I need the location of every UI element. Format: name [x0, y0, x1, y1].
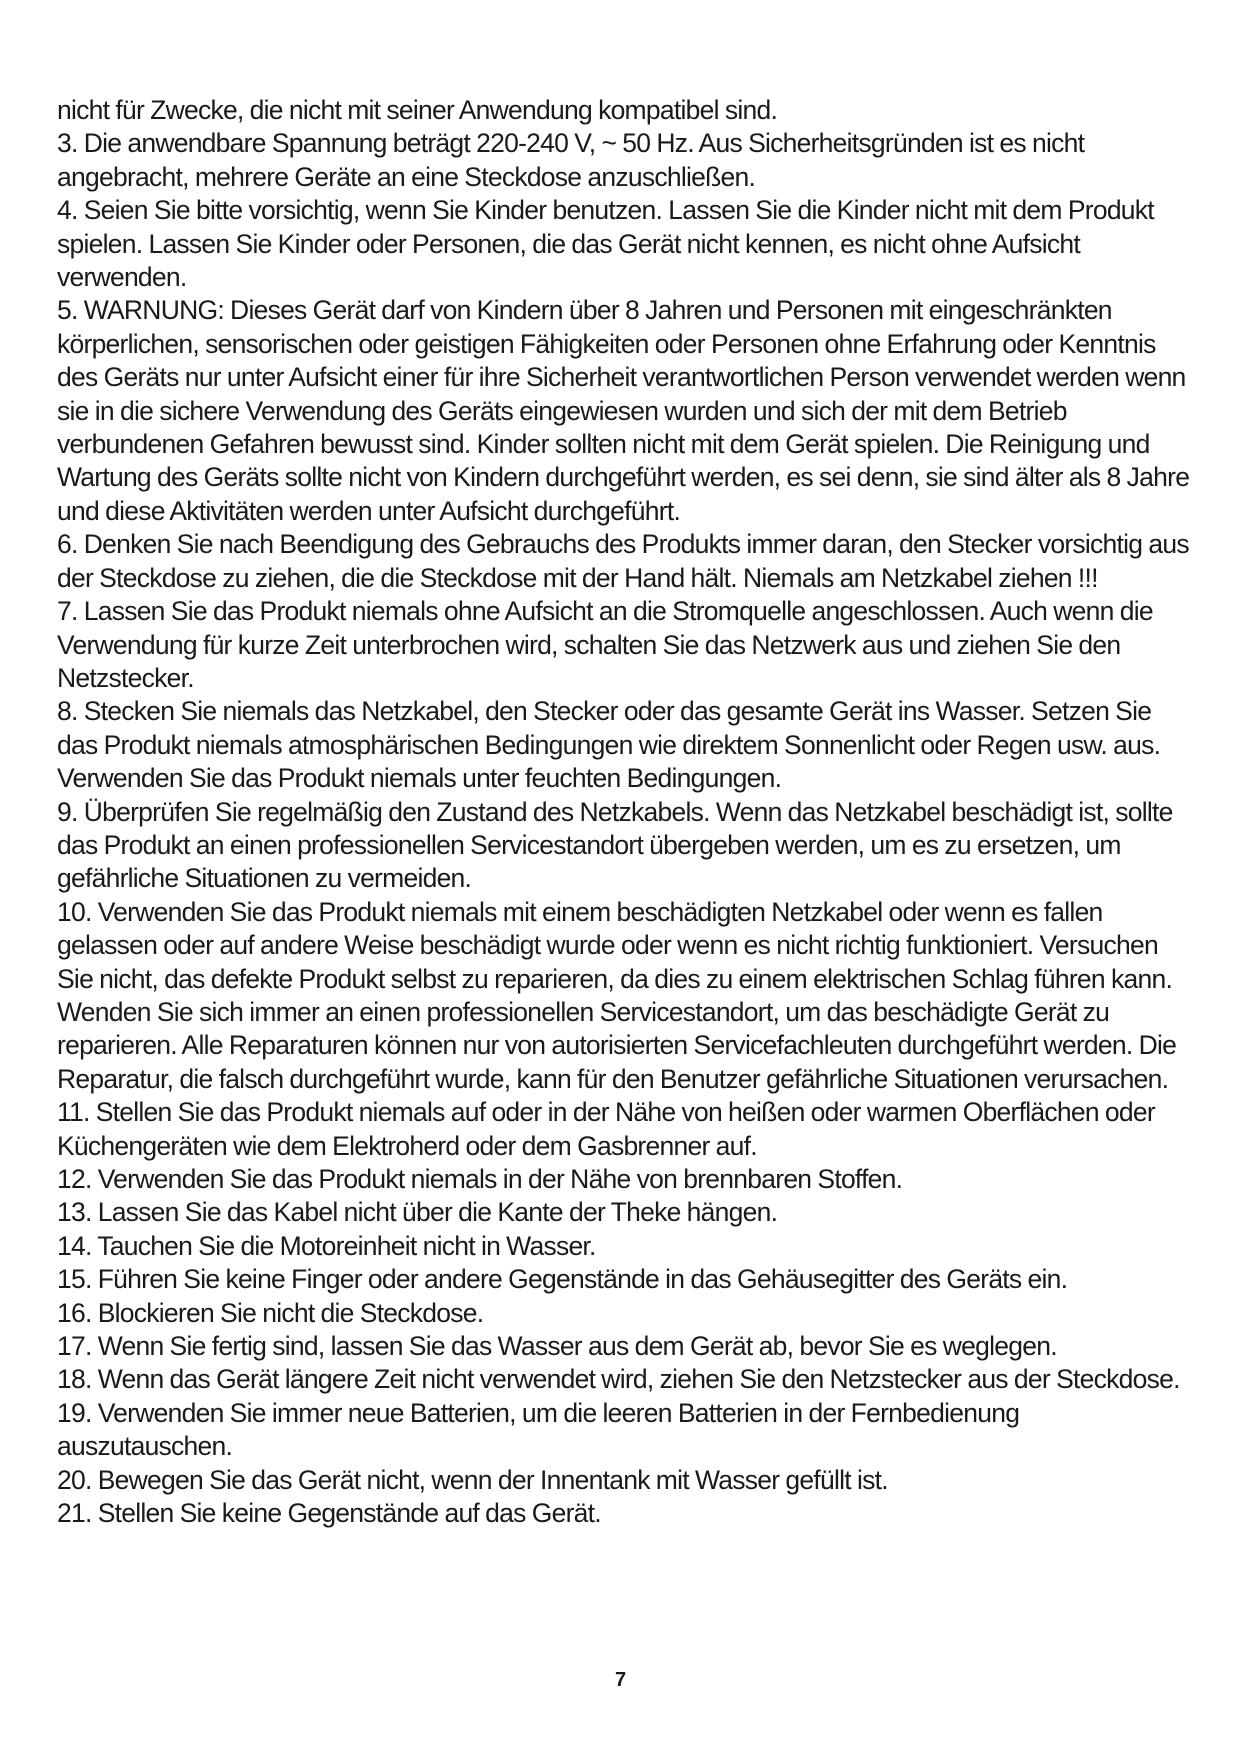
instruction-14: 14. Tauchen Sie die Motoreinheit nicht in Wasser. [57, 1230, 596, 1261]
instruction-21: 21. Stellen Sie keine Gegenstände auf das Gerät. [57, 1498, 601, 1529]
instruction-18: 18. Wenn das Gerät längere Zeit nicht verwendet wird, ziehen Sie den Netzstecker aus der Steckdose. [57, 1364, 1180, 1395]
instruction-11: 11. Stellen Sie das Produkt niemals auf oder in der Nähe von heißen oder warmen Oberflächen oder Küchengeräten wie dem Elektroherd oder dem Gasbrenner auf. [57, 1097, 1155, 1161]
instruction-6: 6. Denken Sie nach Beendigung des Gebrauchs des Produkts immer daran, den Stecker vorsichtig aus der Steckdose zu ziehen, die die Steckdose mit der Hand hält. Niemals am Netzkabel ziehen !!! [57, 529, 1189, 593]
paragraph-continuation: nicht für Zwecke, die nicht mit seiner Anwendung kompatibel sind. [57, 95, 778, 125]
instruction-7: 7. Lassen Sie das Produkt niemals ohne Aufsicht an die Stromquelle angeschlossen. Auch wenn die Verwendung für kurze Zeit unterbrochen wird, schalten Sie das Netzwerk aus und ziehen Sie den Netzstecker. [57, 596, 1153, 693]
instruction-3: 3. Die anwendbare Spannung beträgt 220-240 V, ~ 50 Hz. Aus Sicherheitsgründen ist es nicht angebracht, mehrere Geräte an eine Steckdose anzuschließen. [57, 128, 1085, 192]
instruction-19: 19. Verwenden Sie immer neue Batterien, um die leeren Batterien in der Fernbedienung auszutauschen. [57, 1397, 1020, 1462]
instruction-10: 10. Verwenden Sie das Produkt niemals mit einem beschädigten Netzkabel oder wenn es fallen gelassen oder auf andere Weise beschädigt wurde oder wenn es nicht richtig funktioniert. Versuchen Sie nicht, das defekte Produkt selbst zu reparieren, da dies zu einem elektrischen Schlag führen kann. Wenden Sie sich immer an einen professionellen Servicestandort, um das beschädigte Gerät zu reparieren. Alle Reparaturen können nur von autorisierten Servicefachleuten durchgeführt werden. Die Reparatur, die falsch durchgeführt wurde, kann für den Benutzer gefährliche Situationen verursachen. [57, 896, 1177, 1094]
instruction-5-warning: 5. WARNUNG: Dieses Gerät darf von Kindern über 8 Jahren und Personen mit eingeschränkten körperlichen, sensorischen oder geistigen Fähigkeiten oder Personen ohne Erfahrung oder Kenntnis des Geräts nur unter Aufsicht einer für ihre Sicherheit verantwortlichen Person verwendet werden wenn sie in die sichere Verwendung des Geräts eingewiesen wurden und sich der mit dem Betrieb verbundenen Gefahren bewusst sind. Kinder sollten nicht mit dem Gerät spielen. Die Reinigung und Wartung des Geräts sollte nicht von Kindern durchgeführt werden, es sei denn, sie sind älter als 8 Jahre und diese Aktivitäten werden unter Aufsicht durchgeführt. [57, 295, 1190, 526]
instruction-16: 16. Blockieren Sie nicht die Steckdose. [57, 1297, 484, 1328]
page-number: 7 [614, 1669, 627, 1691]
instruction-12: 12. Verwenden Sie das Produkt niemals in der Nähe von brennbaren Stoffen. [57, 1164, 903, 1194]
instruction-13: 13. Lassen Sie das Kabel nicht über die Kante der Theke hängen. [57, 1197, 778, 1228]
safety-instructions-text [57, 94, 1197, 1530]
instruction-9: 9. Überprüfen Sie regelmäßig den Zustand des Netzkabels. Wenn das Netzkabel beschädigt ist, sollte das Produkt an einen professionellen Servicestandort übergeben werden, um es zu ersetzen, um gefährliche Situationen zu vermeiden. [57, 796, 1173, 894]
instruction-15: 15. Führen Sie keine Finger oder andere Gegenstände in das Gehäusegitter des Geräts ein. [57, 1264, 1068, 1295]
instruction-17: 17. Wenn Sie fertig sind, lassen Sie das Wasser aus dem Gerät ab, bevor Sie es weglegen. [57, 1331, 1057, 1362]
instruction-4: 4. Seien Sie bitte vorsichtig, wenn Sie Kinder benutzen. Lassen Sie die Kinder nicht mit dem Produkt spielen. Lassen Sie Kinder oder Personen, die das Gerät nicht kennen, es nicht ohne Aufsicht verwenden. [57, 195, 1154, 293]
instruction-20: 20. Bewegen Sie das Gerät nicht, wenn der Innentank mit Wasser gefüllt ist. [57, 1464, 888, 1495]
instruction-8: 8. Stecken Sie niemals das Netzkabel, den Stecker oder das gesamte Gerät ins Wasser. Setzen Sie das Produkt niemals atmosphärischen Bedingungen wie direktem Sonnenlicht oder Regen usw. aus. Verwenden Sie das Produkt niemals unter feuchten Bedingungen. [57, 696, 1161, 794]
